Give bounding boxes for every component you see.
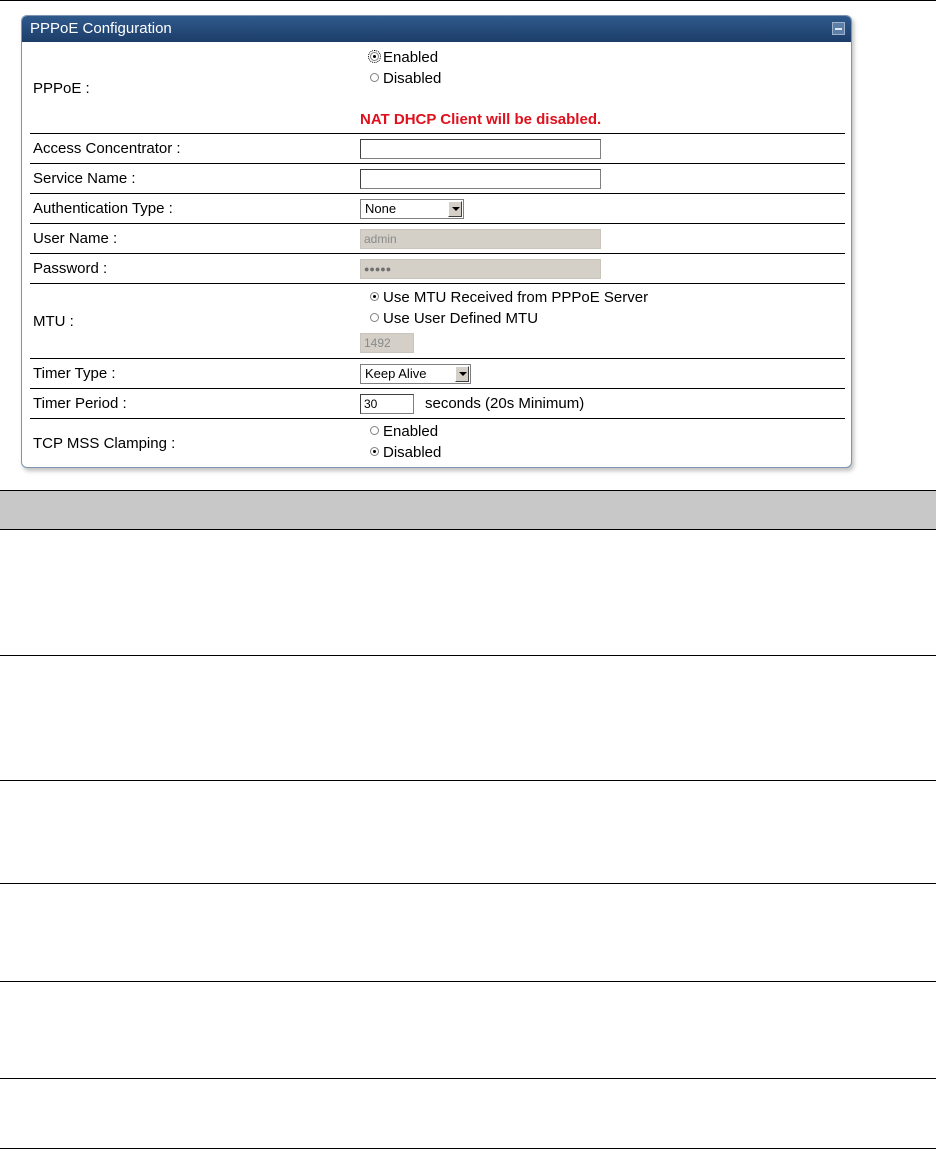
user-name-label: User Name : [33,230,118,247]
chevron-down-icon[interactable] [455,366,469,382]
authentication-type-select[interactable] [360,199,464,219]
tcp-mss-enabled-label: Enabled [383,423,439,440]
tcp-mss-enabled-option[interactable] [370,423,438,441]
panel-header [22,16,851,42]
panel-title: PPPoE Configuration [30,20,172,37]
pppoe-enabled-option[interactable] [370,49,438,67]
collapse-icon[interactable] [832,22,845,35]
mtu-received-radio[interactable] [370,292,379,301]
row-service-name [30,164,845,194]
row-timer-type [30,359,845,389]
mtu-label: MTU : [33,313,74,330]
password-input: ●●●●● [360,259,601,279]
access-concentrator-label: Access Concentrator : [33,140,181,157]
nat-warning: NAT DHCP Client will be disabled. [360,111,602,128]
mtu-received-option[interactable] [370,289,648,307]
row-mtu [30,284,845,359]
row-pppoe [30,42,845,134]
timer-type-value: Keep Alive [365,366,427,381]
timer-type-label: Timer Type : [33,365,116,382]
mtu-user-defined-label: Use User Defined MTU [383,310,539,327]
mtu-value-input: 1492 [360,333,414,353]
tcp-mss-clamping-label: TCP MSS Clamping : [33,435,176,452]
table-row-divider [0,780,936,781]
timer-period-input[interactable]: 30 [360,394,414,414]
access-concentrator-input[interactable] [360,139,601,159]
password-label: Password : [33,260,108,277]
pppoe-disabled-label: Disabled [383,70,442,87]
top-rule [0,0,936,1]
table-row-divider [0,981,936,982]
row-password [30,254,845,284]
tcp-mss-disabled-option[interactable] [370,444,441,462]
pppoe-disabled-option[interactable] [370,70,441,88]
timer-period-suffix: seconds (20s Minimum) [425,395,585,412]
chevron-down-icon[interactable] [448,201,462,217]
user-name-input: admin [360,229,601,249]
mtu-received-label: Use MTU Received from PPPoE Server [383,289,649,306]
timer-type-select[interactable] [360,364,471,384]
authentication-type-label: Authentication Type : [33,200,173,217]
table-row-divider [0,655,936,656]
pppoe-label: PPPoE : [33,80,90,97]
authentication-type-value: None [365,201,397,216]
row-tcp-mss-clamping [30,419,845,467]
row-access-concentrator [30,134,845,164]
pppoe-configuration-panel [21,15,852,468]
tcp-mss-disabled-radio[interactable] [370,447,379,456]
tcp-mss-disabled-label: Disabled [383,444,442,461]
mtu-user-defined-radio[interactable] [370,313,379,322]
pppoe-disabled-radio[interactable] [370,73,379,82]
row-timer-period [30,389,845,419]
service-name-label: Service Name : [33,170,136,187]
row-authentication-type [30,194,845,224]
table-header [0,490,936,530]
table-row-divider [0,883,936,884]
table-row-divider [0,1078,936,1079]
timer-period-label: Timer Period : [33,395,127,412]
tcp-mss-enabled-radio[interactable] [370,426,379,435]
pppoe-enabled-radio[interactable] [370,52,379,61]
mtu-user-defined-option[interactable] [370,310,538,328]
table-bottom-rule [0,1148,936,1149]
service-name-input[interactable] [360,169,601,189]
pppoe-enabled-label: Enabled [383,49,439,66]
row-user-name [30,224,845,254]
